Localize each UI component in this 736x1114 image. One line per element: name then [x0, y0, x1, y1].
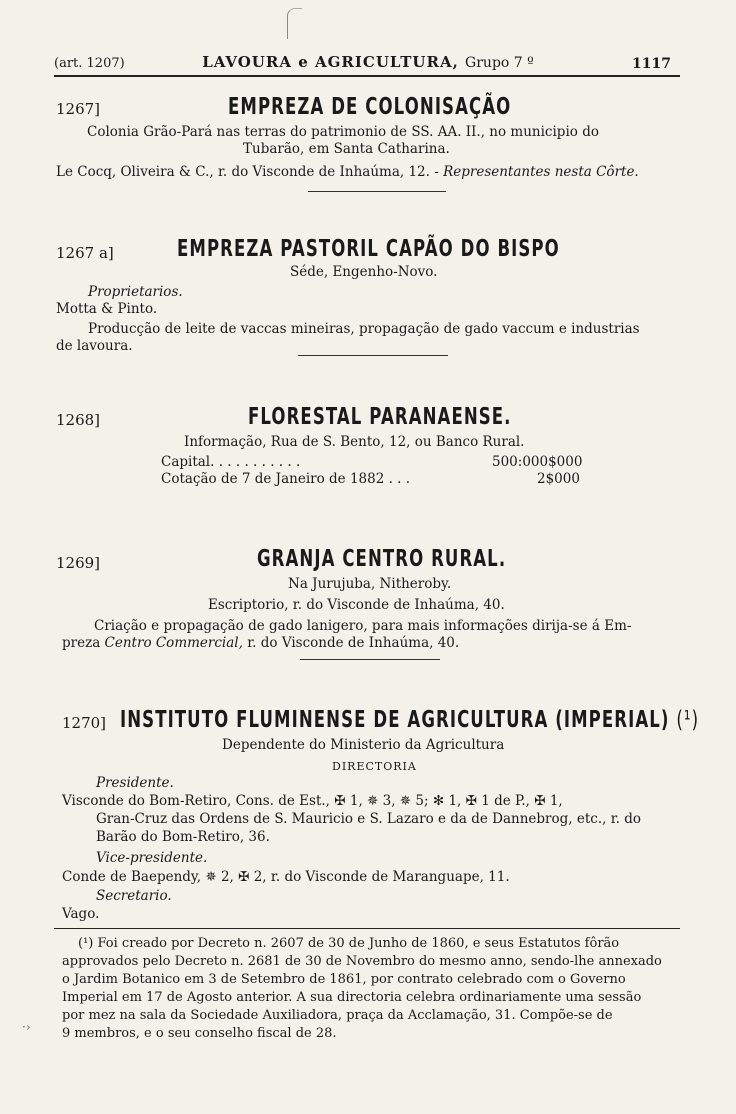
header-section-title: LAVOURA e AGRICULTURA, — [202, 53, 459, 71]
entry-text: Informação, Rua de S. Bento, 12, ou Banco Rural. — [184, 434, 525, 450]
footnote-line: Imperial em 17 de Agosto anterior. A sua directoria celebra ordinariamente uma sessão — [62, 990, 642, 1005]
entry-text: de lavoura. — [56, 338, 133, 354]
entry-role: Proprietarios. — [88, 284, 183, 300]
separator-rule — [300, 659, 440, 660]
entry-title: EMPREZA PASTORIL CAPÃO DO BISPO — [177, 236, 560, 262]
entry-title: GRANJA CENTRO RURAL. — [257, 546, 507, 572]
entry-text: Escriptorio, r. do Visconde de Inhaúma, 40. — [208, 597, 505, 613]
footnote-rule — [54, 928, 680, 929]
separator-rule — [308, 191, 446, 192]
entry-number: 1267] — [56, 100, 101, 118]
entry-text: Vago. — [62, 906, 100, 922]
page-number: 1117 — [632, 56, 671, 72]
capital-value: 500:000$000 — [492, 454, 583, 470]
print-mark: ·› — [22, 1020, 31, 1034]
entry-number: 1268] — [56, 411, 101, 429]
entry-title: EMPREZA DE COLONISAÇÃO — [228, 94, 512, 120]
entry-text: Barão do Bom-Retiro, 36. — [96, 829, 270, 845]
entry-title: FLORESTAL PARANAENSE. — [248, 404, 512, 430]
footnote-line: 9 membros, e o seu conselho fiscal de 28. — [62, 1026, 337, 1041]
header-group: Grupo 7 º — [465, 55, 534, 71]
entry-number: 1270] — [62, 714, 107, 732]
entry-text: Criação e propagação de gado lanigero, para mais informações dirija-se á Em- — [94, 618, 632, 634]
footnote-line: approvados pelo Decreto n. 2681 de 30 de Novembro do mesmo anno, sendo-lhe annexado — [62, 954, 662, 969]
quote-label: Cotação de 7 de Janeiro de 1882 . . . — [161, 471, 411, 487]
entry-role: Secretario. — [96, 888, 172, 904]
entry-text-normal: preza — [62, 635, 101, 651]
entry-role: Presidente. — [96, 775, 174, 791]
entry-text: Motta & Pinto. — [56, 301, 158, 317]
entry-text-italic: Centro Commercial, — [104, 635, 243, 651]
entry-text: Séde, Engenho-Novo. — [290, 264, 438, 280]
print-mark — [287, 8, 302, 39]
footnote-line: por mez na sala da Sociedade Auxiliadora, praça da Acclamação, 31. Compõe-se de — [62, 1008, 613, 1023]
entry-text-italic: Representantes nesta Côrte. — [443, 164, 639, 180]
entry-role: Vice-presidente. — [96, 850, 208, 866]
entry-text: Conde de Baependy, ✵ 2, ✠ 2, r. do Visconde de Maranguape, 11. — [62, 869, 510, 885]
header-rule — [54, 75, 680, 77]
entry-text — [62, 635, 459, 651]
header-article-ref: (art. 1207) — [54, 56, 125, 71]
header-title — [0, 53, 736, 71]
entry-text: Gran-Cruz das Ordens de S. Mauricio e S. Lazaro e da de Dannebrog, etc., r. do — [96, 811, 642, 827]
capital-label: Capital. . . . . . . . . . . — [161, 454, 301, 470]
entry-text: Dependente do Ministerio da Agricultura — [222, 737, 505, 753]
entry-text: Na Jurujuba, Nitheroby. — [288, 576, 452, 592]
entry-text: Colonia Grão-Pará nas terras do patrimonio de SS. AA. II., no municipio do — [87, 124, 599, 140]
entry-number: 1267 a] — [56, 244, 114, 262]
footnote-line: o Jardim Botanico em 3 de Setembro de 1861, por contrato celebrado com o Governo — [62, 972, 626, 987]
separator-rule — [298, 355, 448, 356]
quote-value: 2$000 — [537, 471, 580, 487]
entry-text-normal: Le Cocq, Oliveira & C., r. do Visconde de Inhaúma, 12. - — [56, 164, 439, 180]
footnote-line: (¹) Foi creado por Decreto n. 2607 de 30 de Junho de 1860, e seus Estatutos fôrão — [78, 936, 620, 951]
entry-text — [56, 164, 639, 180]
entry-number: 1269] — [56, 554, 101, 572]
entry-text: Tubarão, em Santa Catharina. — [243, 141, 450, 157]
entry-text: Producção de leite de vaccas mineiras, propagação de gado vaccum e industrias — [88, 321, 640, 337]
entry-text-normal: r. do Visconde de Inhaúma, 40. — [247, 635, 460, 651]
entry-text: Visconde do Bom-Retiro, Cons. de Est., ✠ 1, ✵ 3, ✵ 5; ✻ 1, ✠ 1 de P., ✠ 1, — [62, 793, 563, 809]
entry-title — [120, 707, 699, 733]
board-heading: DIRECTORIA — [332, 760, 417, 773]
footnote-ref: (¹) — [676, 707, 700, 733]
entry-title-text: INSTITUTO FLUMINENSE DE AGRICULTURA (IMPERIAL) — [120, 707, 670, 733]
